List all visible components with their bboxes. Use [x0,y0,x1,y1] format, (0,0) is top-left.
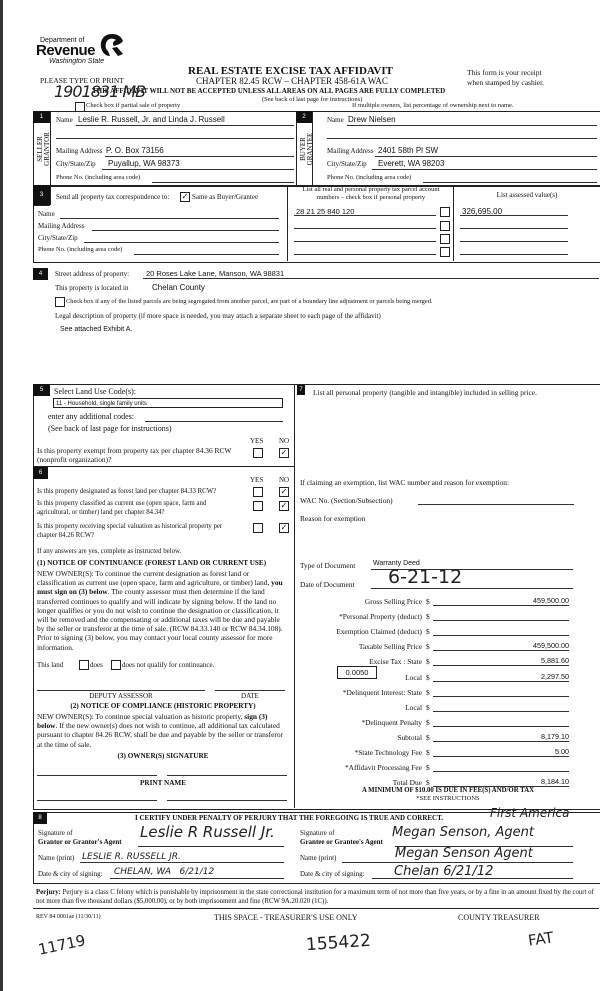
this-land-label: This land [37,661,64,669]
buyer-phone-field[interactable] [423,182,597,183]
amount-value[interactable]: 5.00 [433,747,569,757]
grantor-sig-label-1: Signature of [38,829,73,837]
wac-field[interactable] [418,504,574,505]
dollar-sign: $ [426,688,430,697]
minimum-note: A MINIMUM OF $10.00 IS DUE IN FEE(S) AND/OR TAX [361,787,535,794]
perjury-note: Perjury: Perjury is a class C felony which is punishable by imprisonment in the state correctional institution for a maximum term of not more than five years, or by a fine in an amount fixed by the court of not more than five thousand dollars ($5,000.00), or by both imprisonment and fine (RCW 9A.20.020 (1C)). [36,889,594,905]
assessor-date-field[interactable] [215,690,285,691]
doc-date-field[interactable]: 6-21-12 [388,566,463,588]
does-label: does [90,661,103,669]
dollar-sign: $ [426,778,430,787]
doc-type-field[interactable]: Warranty Deed [373,560,420,567]
street-label: Street address of property: [55,270,130,278]
section-6-badge: 6 [33,467,48,479]
notice1-text: NEW OWNER(S): To continue the current designation as forest land or classification as current use (open space, farm and agriculture, or timber) land, you must sign on (3) below. The county assessor must then determine if the land transferred continues to qualify and will indicate by signing below. If the land no longer qualifies or you do not wish to continue the designation or classification, it will be removed and the compensating or additional taxes will be due and payable by the seller or transferor at the time of sale. (RCW 84.33.140 or RCW 84.34.108). Prior to signing (3) below, you may contact your local county assessor for more information. [37,569,283,652]
grantee-sig-label-1: Signature of [300,829,335,837]
legal-description[interactable]: See attached Exhibit A. [60,326,133,333]
assessed-value-4[interactable] [460,254,568,255]
section-3-badge: 3 [33,185,50,205]
parcel-number-4[interactable] [294,254,436,255]
doc-date-label: Date of Document [300,580,355,589]
historic-yes-checkbox[interactable] [253,523,263,533]
dollar-sign: $ [426,642,430,651]
personal-property-label: List all personal property (tangible and intangible) included in selling price. [313,388,537,397]
buyer-side-label: BUYER [299,137,307,161]
current-use-no-checkbox[interactable]: ✓ [280,501,288,510]
form-chapter: CHAPTER 82.45 RCW – CHAPTER 458-61A WAC [196,76,388,86]
deputy-assessor-field[interactable] [37,690,205,691]
if-yes-note: If any answers are yes, complete as instructed below. [37,548,182,555]
seller-name-field[interactable]: Leslie R. Russell, Jr. and Linda J. Russell [78,115,225,124]
corr-city-field[interactable] [84,242,279,243]
multiple-owners-note: If multiple owners, list percentage of ownership next to name. [352,102,514,109]
land-use-label: Select Land Use Code(s): [54,387,136,396]
form-title: REAL ESTATE EXCISE TAX AFFIDAVIT [188,65,393,77]
first-american-note: First America [490,806,570,820]
seller-name-line2[interactable] [56,138,294,139]
notice2-text: NEW OWNER(S): To continue special valuation as historic property, sign (3) below. If the new owner(s) does not wish to continue, all additional tax calculated pursuant to chapter 84.26 RCW, shall be due and payable by the seller or transferor at the time of sale. [37,712,284,749]
exempt-yes-checkbox[interactable] [253,448,263,458]
owner-signature-field-1[interactable] [37,775,157,776]
grantor-name-field[interactable]: LESLIE R. RUSSELL JR. [82,852,181,862]
dept-logo-text: Revenue [36,42,96,59]
personal-property-checkbox-4[interactable] [440,247,450,257]
corr-phone-field[interactable] [134,254,279,255]
seller-phone-field[interactable] [152,182,294,183]
section-5-badge: 5 [33,384,50,396]
amount-value[interactable]: 5,881.60 [433,656,569,666]
hand-note-left: 11719 [36,931,88,959]
segregated-checkbox[interactable] [55,297,65,307]
certify-statement: I CERTIFY UNDER PENALTY OF PERJURY THAT THE FOREGOING IS TRUE AND CORRECT. [135,814,444,822]
dollar-sign: $ [426,718,430,727]
grantor-date-field[interactable]: CHELAN, WA 6/21/12 [114,867,215,877]
grantor-side-label: GRANTOR [43,132,51,166]
personal-property-checkbox-3[interactable] [440,234,450,244]
corr-city-label: City/State/Zip [38,234,78,242]
exemption-label: If claiming an exemption, list WAC number and reason for exemption: [300,478,510,487]
receipt-line2: when stamped by cashier. [467,78,545,87]
additional-codes-field[interactable] [145,421,283,422]
yes-header-6: YES [250,476,264,484]
parcel-header-2: numbers – check box if personal property [316,194,426,201]
amount-label: *Delinquent Penalty [361,718,422,727]
assessed-header: List assessed value(s) [496,191,558,199]
forest-yes-checkbox[interactable] [253,487,263,497]
see-instructions: *SEE INSTRUCTIONS [416,795,480,802]
does-not-label: does not qualify for continuance. [122,661,215,669]
amount-label: Gross Selling Price [364,597,422,606]
dollar-sign: $ [426,657,430,666]
historic-question: Is this property receiving special valuation as historical property per chapter 84.26 RCW? [37,523,223,539]
receipt-line1: This form is your receipt [467,68,542,77]
dollar-sign: $ [426,763,430,772]
dollar-sign: $ [426,748,430,757]
parcel-number-1[interactable]: 28 21 25 840 120 [296,207,355,216]
deputy-assessor-label: DEPUTY ASSESSOR [89,692,153,700]
assessed-value-2[interactable] [460,228,568,229]
correspondence-label: Send all property tax correspondence to: [56,193,170,201]
buyer-name-line2[interactable] [327,138,597,139]
does-checkbox[interactable] [79,660,89,670]
see-back: (See back of last page for instructions) [262,96,363,103]
grantee-name-label: Name (print) [300,854,337,862]
buyer-city-field[interactable]: Everett, WA 98203 [378,159,445,168]
page-edge [0,0,3,991]
legal-label: Legal description of property (if more space is needed, you may attach a separate sheet to each page of the affidavit) [55,312,381,320]
grantee-side-label: GRANTEE [306,132,314,166]
same-as-buyer-label: Same as Buyer/Grantee [192,193,259,201]
warning-text: THIS AFFIDAVIT WILL NOT BE ACCEPTED UNLESS ALL AREAS ON ALL PAGES ARE FULLY COMPLETED [92,87,446,95]
buyer-name-field[interactable]: Drew Nielsen [348,115,396,124]
amount-label: Excise Tax : State [369,657,422,666]
grantee-date-field[interactable]: Chelan 6/21/12 [394,864,494,879]
amount-value[interactable]: 459,500.00 [433,641,569,651]
amount-value[interactable] [433,762,569,772]
notice1-title: (1) NOTICE OF CONTINUANCE (FOREST LAND OR CURRENT USE) [37,559,267,567]
section-7-badge: 7 [297,385,305,395]
corr-mailing-field[interactable] [92,230,279,231]
wac-label: WAC No. (Section/Subsection) [300,496,393,505]
print-name-label: PRINT NAME [140,779,186,787]
buyer-phone-label: Phone No. (including area code) [327,174,412,181]
parcel-number-3[interactable] [294,241,436,242]
additional-codes-label: enter any additional codes: [48,412,134,421]
revenue-logo-icon [98,32,126,58]
amount-label: *Affidavit Processing Fee [344,763,422,772]
dollar-sign: $ [426,597,430,606]
dollar-sign: $ [426,673,430,682]
dept-line3: Washington State [49,58,105,65]
buyer-city-label: City/State/Zip [327,160,367,168]
amount-label: Total Due [392,778,422,787]
amount-value[interactable] [433,717,569,727]
grantor-sig-label-2: Grantor or Grantor's Agent [38,838,122,846]
amount-value[interactable]: 8,184.10 [433,777,569,787]
seller-city-label: City/State/Zip [56,160,96,168]
amount-value[interactable] [433,611,569,621]
corr-mailing-label: Mailing Address [38,222,85,230]
grantee-name-field[interactable]: Megan Senson Agent [395,846,533,861]
seller-city-field[interactable]: Puyallup, WA 98373 [108,159,180,168]
print-name-field-1[interactable] [37,800,157,801]
personal-property-checkbox-1[interactable] [440,207,450,217]
seller-phone-label: Phone No. (including area code) [56,174,141,181]
seller-mailing-field[interactable]: P. O. Box 73156 [106,146,164,155]
print-name-field-2[interactable] [167,800,287,801]
buyer-mailing-field[interactable]: 2401 58th Pl SW [378,146,439,155]
does-not-checkbox[interactable] [111,660,121,670]
corr-name-field[interactable] [60,218,279,219]
county-treasurer: COUNTY TREASURER [458,913,540,922]
corr-name-label: Name [38,210,55,218]
amount-value[interactable] [433,702,569,712]
seller-mailing-label: Mailing Address [56,147,103,155]
handwritten-id: 1901831 MB [54,82,146,101]
county-field[interactable]: Chelan County [152,283,205,292]
grantor-date-label: Date & city of signing: [38,870,103,878]
amount-value[interactable]: 8,179.10 [433,732,569,742]
please-type: PLEASE TYPE OR PRINT [40,76,124,85]
owner-signature-field-2[interactable] [167,775,287,776]
reason-label: Reason for exemption [300,514,366,523]
amount-value[interactable]: 2,297.50 [433,672,569,682]
amount-value[interactable] [433,687,569,697]
segregated-label: Check box if any of the listed parcels are being segregated from another parcel, are part of a boundary line adjustment or parcels being merged. [66,298,433,305]
section-1-badge: 1 [33,111,50,123]
amount-label: Taxable Selling Price [358,642,422,651]
seller-side-label: SELLER [36,136,44,162]
amount-value[interactable]: 459,500.00 [433,596,569,606]
historic-no-checkbox[interactable]: ✓ [280,523,288,532]
owner-signature-title: (3) OWNER(S) SIGNATURE [117,752,209,760]
exempt-no-checkbox[interactable]: ✓ [280,448,288,457]
parcel-number-2[interactable] [294,228,436,229]
treasurer-use: THIS SPACE - TREASURER'S USE ONLY [214,913,358,922]
local-tax-rate[interactable]: 0.0050 [337,666,377,679]
assessed-value-3[interactable] [460,241,568,242]
dollar-sign: $ [426,703,430,712]
seller-name-label: Name [56,116,73,124]
amount-label: Subtotal [397,733,422,742]
assessed-value-1[interactable]: 326,695.00 [462,207,503,216]
buyer-name-label: Name [327,116,344,124]
same-as-buyer-checkbox[interactable]: ✓ [181,192,189,201]
corr-phone-label: Phone No. (including area code) [38,246,123,253]
amount-label: *Personal Property (deduct) [339,612,422,621]
dollar-sign: $ [426,627,430,636]
grantee-sig-label-2: Grantee or Grantee's Agent [300,838,383,846]
section-2-badge: 2 [296,111,312,123]
amount-label: Local [405,703,422,712]
dollar-sign: $ [426,733,430,742]
forest-no-checkbox[interactable]: ✓ [280,487,288,496]
grantee-date-label: Date & city of signing: [300,870,365,878]
hand-note-center: 155422 [305,930,372,956]
hand-note-right: FAT [526,928,555,950]
buyer-mailing-label: Mailing Address [327,147,374,155]
form-id: REV 84 0001ae (11/30/11) [36,914,101,920]
assessor-date-label: DATE [241,692,259,700]
land-use-select[interactable]: 11 - Household, single family units [53,398,283,408]
current-use-yes-checkbox[interactable] [253,501,263,511]
forest-question: Is this property designated as forest land per chapter 84.33 RCW? [37,488,217,495]
land-use-see-back: (See back of last page for instructions) [48,424,172,433]
doc-type-label: Type of Document [300,561,356,570]
yes-header-5: YES [250,437,264,445]
amount-label: Local [405,673,422,682]
amount-label: *State Technology Fee [354,748,422,757]
amount-label: *Delinquent Interest: State [342,688,422,697]
no-header-5: NO [279,437,290,445]
grantor-signature[interactable]: Leslie R Russell Jr. [140,823,275,841]
section-8-badge: 8 [33,812,47,824]
exempt-question: Is this property exempt from property tax per chapter 84.36 RCW (nonprofit organization)? [37,446,232,465]
current-use-question: Is this property classified as current use (open space, farm and agricultural, or timber) land per chapter 84.34? [37,500,207,516]
located-label: This property is located in [55,284,129,292]
dept-line1: Department of [40,37,85,44]
no-header-6: NO [279,476,290,484]
dollar-sign: $ [426,612,430,621]
grantee-signature[interactable]: Megan Senson, Agent [392,825,535,840]
notice2-title: (2) NOTICE OF COMPLIANCE (HISTORIC PROPERTY) [70,702,256,710]
street-field[interactable]: 20 Roses Lake Lane, Manson, WA 98831 [146,269,285,278]
amount-value[interactable] [433,626,569,636]
amount-label: Exemption Claimed (deduct) [336,627,422,636]
section-4-badge: 4 [33,268,48,280]
parcel-header-1: List all real and personal property tax parcel account [302,186,440,193]
personal-property-checkbox-2[interactable] [440,221,450,231]
grantor-name-label: Name (print) [38,854,75,862]
partial-sale-label: Check box if partial sale of property [86,102,181,109]
